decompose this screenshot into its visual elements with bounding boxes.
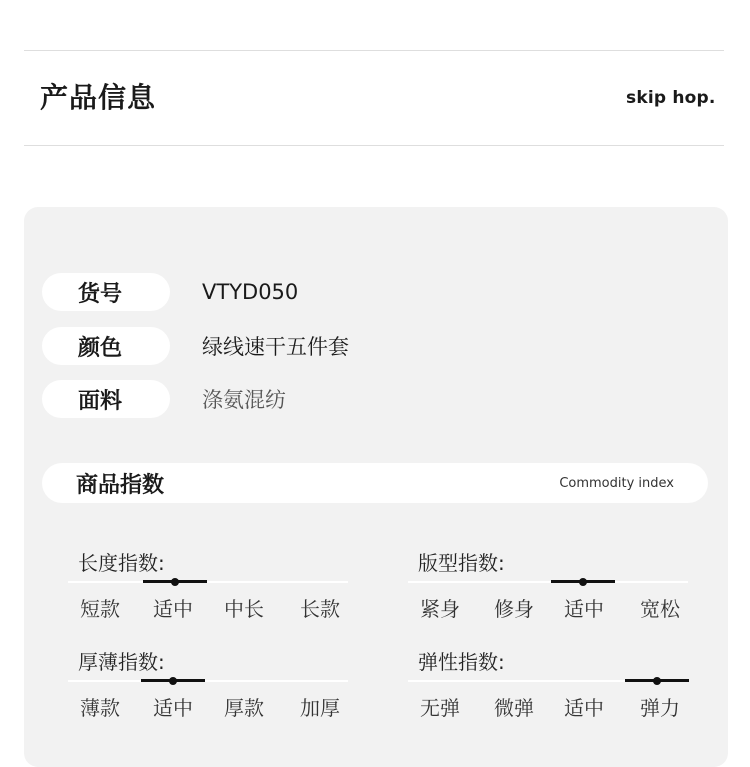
fit-index-marker <box>551 580 615 583</box>
fit-option: 紧身 <box>420 597 460 621</box>
length-option: 短款 <box>80 597 120 621</box>
length-index-scale <box>68 581 348 583</box>
thickness-index-scale <box>68 680 348 682</box>
color-value: 绿线速干五件套 <box>202 335 349 359</box>
commodity-index-title-en: Commodity index <box>559 475 674 491</box>
color-label: 颜色 <box>42 327 170 365</box>
elasticity-index-marker <box>625 679 689 682</box>
thickness-index-title: 厚薄指数: <box>78 650 165 674</box>
elasticity-option: 无弹 <box>420 696 460 720</box>
header-divider <box>24 145 724 146</box>
fit-index-scale <box>408 581 688 583</box>
commodity-index-title: 商品指数 <box>76 472 165 498</box>
length-index-marker <box>143 580 207 583</box>
elasticity-option: 弹力 <box>640 696 680 720</box>
length-option: 中长 <box>224 597 264 621</box>
thickness-option: 适中 <box>153 696 193 720</box>
thickness-option: 厚款 <box>224 696 264 720</box>
page-title: 产品信息 <box>40 81 157 114</box>
item-number-label: 货号 <box>42 273 170 311</box>
item-number-value: VTYD050 <box>202 280 299 304</box>
length-option: 适中 <box>153 597 193 621</box>
fit-option: 修身 <box>494 597 534 621</box>
commodity-index-header <box>42 463 708 503</box>
fit-option: 适中 <box>564 597 604 621</box>
fabric-label: 面料 <box>42 380 170 418</box>
elasticity-option: 适中 <box>564 696 604 720</box>
fit-index-title: 版型指数: <box>418 551 505 575</box>
elasticity-option: 微弹 <box>494 696 534 720</box>
length-index-title: 长度指数: <box>78 551 165 575</box>
elasticity-index-title: 弹性指数: <box>418 650 505 674</box>
thickness-option: 薄款 <box>80 696 120 720</box>
thickness-index-marker <box>141 679 205 682</box>
fit-option: 宽松 <box>640 597 680 621</box>
top-divider <box>24 50 724 51</box>
fabric-value: 涤氨混纺 <box>202 388 286 412</box>
thickness-option: 加厚 <box>300 696 340 720</box>
brand-logo: skip hop. <box>626 88 716 108</box>
length-option: 长款 <box>300 597 340 621</box>
